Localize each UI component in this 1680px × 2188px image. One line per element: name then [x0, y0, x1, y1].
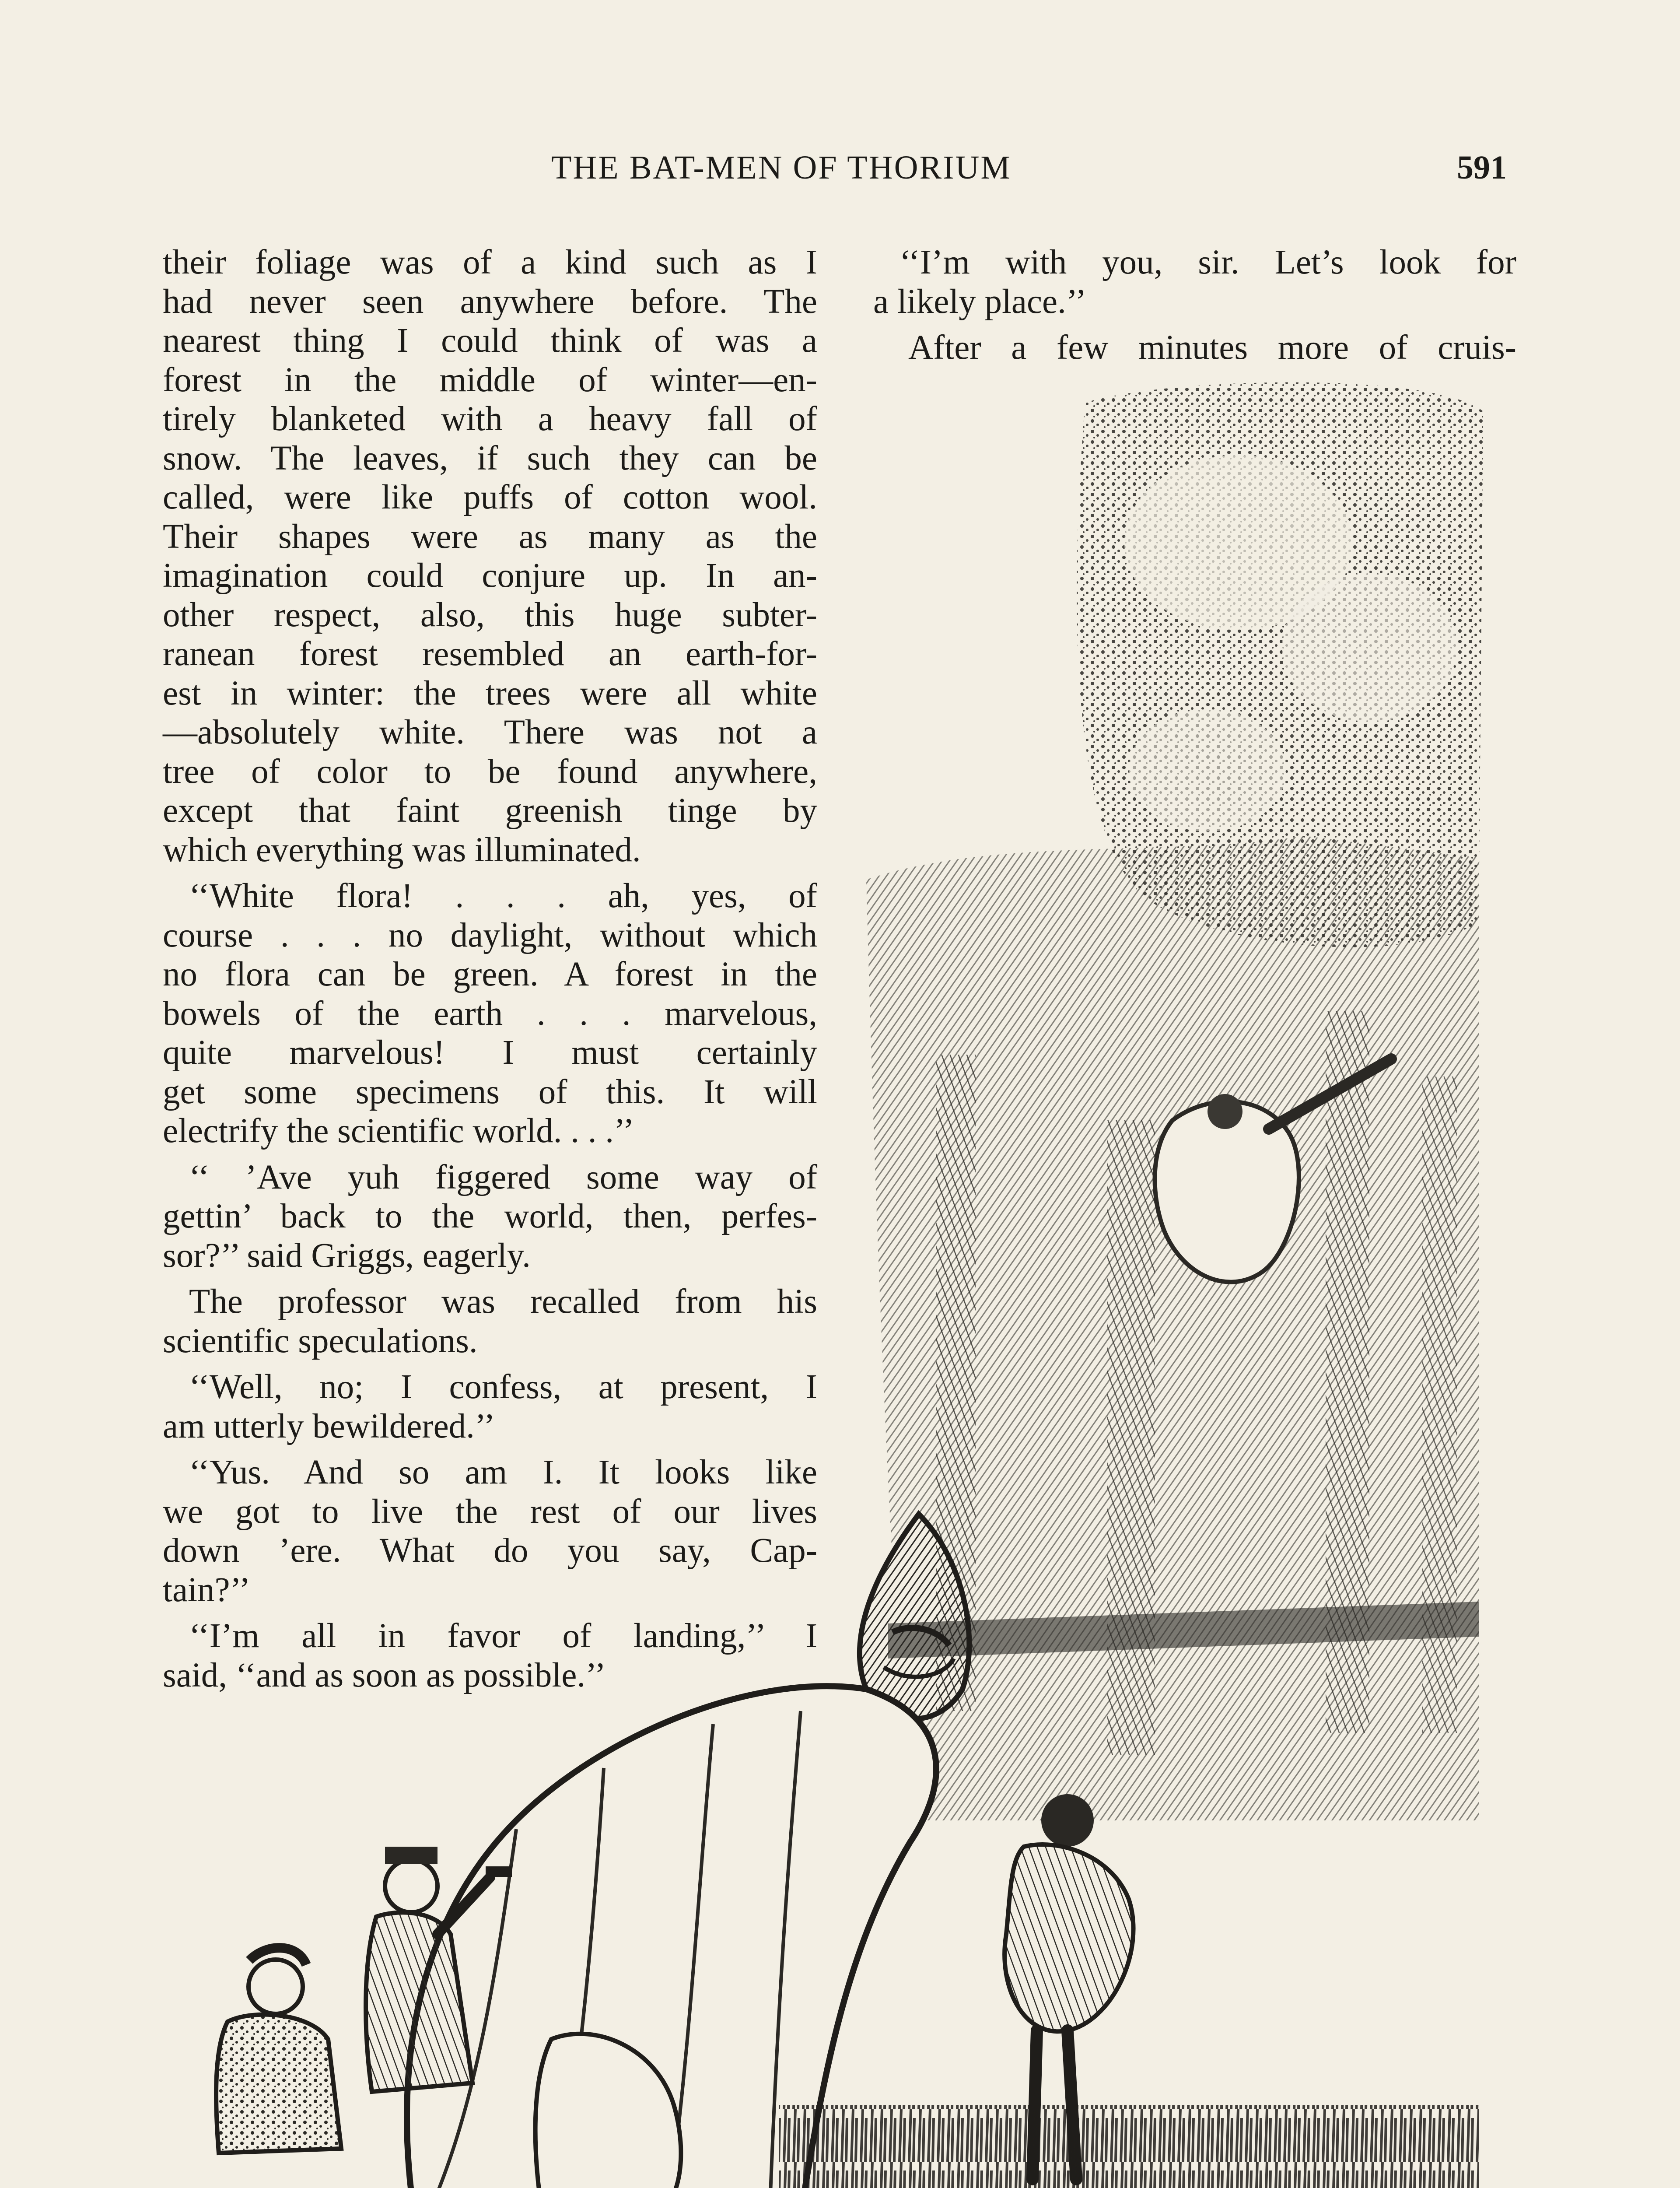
text-line: bowels of the earth . . . marvelous, [163, 994, 817, 1033]
text-line: est in winter: the trees were all white [163, 674, 817, 712]
text-line: their foliage was of a kind such as I [163, 243, 817, 281]
text-line: down ’ere. What do you say, Cap- [163, 1532, 817, 1570]
text-line: ‘‘I’m with you, sir. Let’s look for [900, 243, 1516, 281]
text-line: said, ‘‘and as soon as possible.’’ [163, 1656, 606, 1694]
text-line: tirely blanketed with a heavy fall of [163, 400, 817, 438]
text-line: ‘‘ ’Ave yuh figgered some way of [189, 1158, 817, 1196]
text-line: course . . . no daylight, without which [163, 916, 817, 954]
paragraph [873, 243, 1516, 321]
text-line: quite marvelous! I must certainly [163, 1034, 817, 1072]
text-line: forest in the middle of winter—en- [163, 361, 817, 399]
text-line: nearest thing I could think of was a [163, 322, 817, 360]
paragraph [873, 328, 1516, 368]
text-line: am utterly bewildered.’’ [163, 1407, 495, 1445]
text-line: tain?’’ [163, 1571, 251, 1609]
ground-grass [175, 2105, 1479, 2188]
text-line: we got to live the rest of our lives [163, 1492, 817, 1531]
running-title: THE BAT-MEN OF THORIUM [551, 149, 1012, 186]
text-line: gettin’ back to the world, then, perfes- [163, 1197, 817, 1235]
text-line: which everything was illuminated. [163, 831, 641, 869]
text-line: snow. The leaves, if such they can be [163, 439, 817, 477]
text-line: Their shapes were as many as the [163, 517, 817, 556]
text-line: had never seen anywhere before. The [163, 282, 817, 321]
beast-creature [407, 1514, 969, 2188]
text-line: imagination could conjure up. In an- [163, 557, 817, 595]
text-line: a likely place.’’ [873, 282, 1087, 321]
text-line: scientific speculations. [163, 1322, 478, 1360]
text-line: ‘‘Yus. And so am I. It looks like [189, 1453, 817, 1491]
text-line: other respect, also, this huge subter- [163, 596, 817, 634]
text-line: get some specimens of this. It will [163, 1073, 817, 1111]
text-line: —absolutely white. There was not a [163, 713, 817, 751]
text-line: ‘‘I’m all in favor of landing,’’ I [189, 1617, 817, 1655]
text-line: no flora can be green. A forest in the [163, 955, 817, 993]
text-line: electrify the scientific world. . . .’’ [163, 1112, 634, 1150]
right-text-column [873, 243, 1516, 375]
text-line: After a few minutes more of cruis- [908, 329, 1516, 367]
page-number: 591 [1457, 149, 1507, 186]
text-line: tree of color to be found anywhere, [163, 752, 817, 791]
text-line: ranean forest resembled an earth-for- [163, 635, 817, 673]
text-line: except that faint greenish tinge by [163, 792, 817, 830]
text-line: sor?’’ said Griggs, eagerly. [163, 1236, 531, 1275]
text-line: ‘‘Well, no; I confess, at present, I [189, 1368, 817, 1406]
story-illustration [166, 376, 1522, 2188]
text-line: The professor was recalled from his [189, 1283, 817, 1321]
text-line: called, were like puffs of cotton wool. [163, 478, 817, 516]
text-line: ‘‘White flora! . . . ah, yes, of [189, 877, 817, 915]
